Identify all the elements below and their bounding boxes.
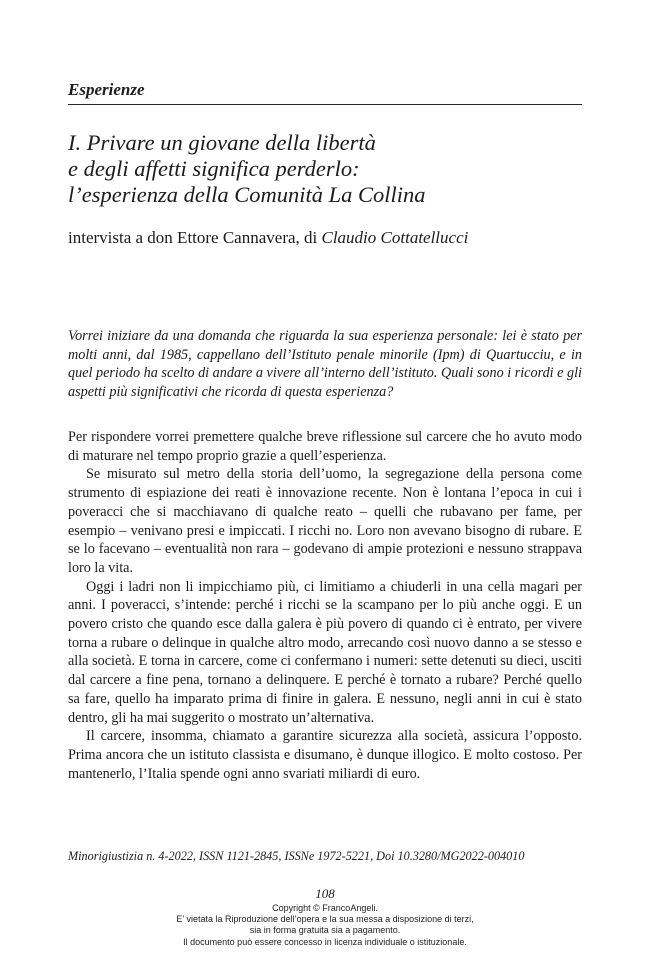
byline-author: Claudio Cottatellucci [321, 228, 469, 247]
byline-prefix: intervista a don Ettore Cannavera, di [68, 228, 318, 247]
byline [68, 228, 468, 248]
title-line: l’esperienza della Comunità La Collina [68, 182, 426, 207]
copyright-line: sia in forma gratuita sia a pagamento. [249, 925, 401, 936]
body-paragraph: Il carcere, insomma, chiamato a garantire sicurezza alla società, assicura l’opposto. Prima ancora che un istituto classista e disumano, è dunque illogico. E molto costoso. Per mantenerlo, l’Italia spende ogni anno svariati miliardi di euro. [68, 728, 582, 782]
copyright-line: E’ vietata la Riproduzione dell’opera e la sua messa a disposizione di terzi, [176, 914, 474, 925]
body-paragraph: Oggi i ladri non li impicchiamo più, ci limitiamo a chiuderli in una cella magari per anni. I poveracci, s’intende: perché i ricchi se la scampano per lo più anche oggi. E un povero cristo che quando esce dalla galera è più povero di quando ci è entrato, per vivere torna a rubare o delinque in qualche altro modo, arrecando così nuovo danno a se stesso e alla società. E torna in carcere, come ci confermano i numeri: sette detenuti su dieci, usciti dal carcere a fine pena, tornano a delinquere. E perché è tornato a rubare? Perché quello sa fare, quello ha imparato prima di finire in galera. E nessuno, negli anni in cui è stato dentro, gli ha mai suggerito o mostrato un’alternativa. [68, 578, 582, 726]
header-rule [68, 104, 582, 105]
interview-question: Vorrei iniziare da una domanda che riguarda la sua esperienza personale: lei è stato per molti anni, dal 1985, cappellano dell’Istituto penale minorile (Ipm) di Quartucciu, e in quel periodo ha scelto di andare a vivere all’interno dell’istituto. Quali sono i ricordi e gli aspetti più significativi che ricorda di questa esperienza? [68, 328, 582, 400]
title-line: I. Privare un giovane della libertà [68, 130, 376, 155]
article-title [68, 130, 588, 208]
copyright-notice [0, 903, 650, 948]
article-body [68, 428, 582, 783]
section-heading: Esperienze [68, 80, 145, 99]
copyright-line: Il documento può essere concesso in licenza individuale o istituzionale. [183, 936, 467, 947]
body-paragraph: Per rispondere vorrei premettere qualche breve riflessione sul carcere che ho avuto modo di maturare nel tempo proprio grazie a quell’esperienza. [68, 429, 582, 464]
copyright-line: Copyright © FrancoAngeli. [272, 903, 378, 913]
title-line: e degli affetti significa perderlo: [68, 156, 360, 181]
body-paragraph: Se misurato sul metro della storia dell’uomo, la segregazione della persona come strumento di espiazione dei reati è innovazione recente. Non è lontana l’epoca in cui i poveracci che si macchiavano di qualche reato – quelli che rubavano per fame, per esempio – venivano presi e impiccati. I ricchi no. Loro non avevano bisogno di rubare. E se lo facevano – eventualità non rara – godevano di ampie protezioni e nessuno strappava loro la vita. [68, 466, 582, 576]
page-number: 108 [315, 886, 335, 901]
journal-citation: Minorigiustizia n. 4-2022, ISSN 1121-2845, ISSNe 1972-5221, Doi 10.3280/MG2022-004010 [68, 849, 525, 863]
